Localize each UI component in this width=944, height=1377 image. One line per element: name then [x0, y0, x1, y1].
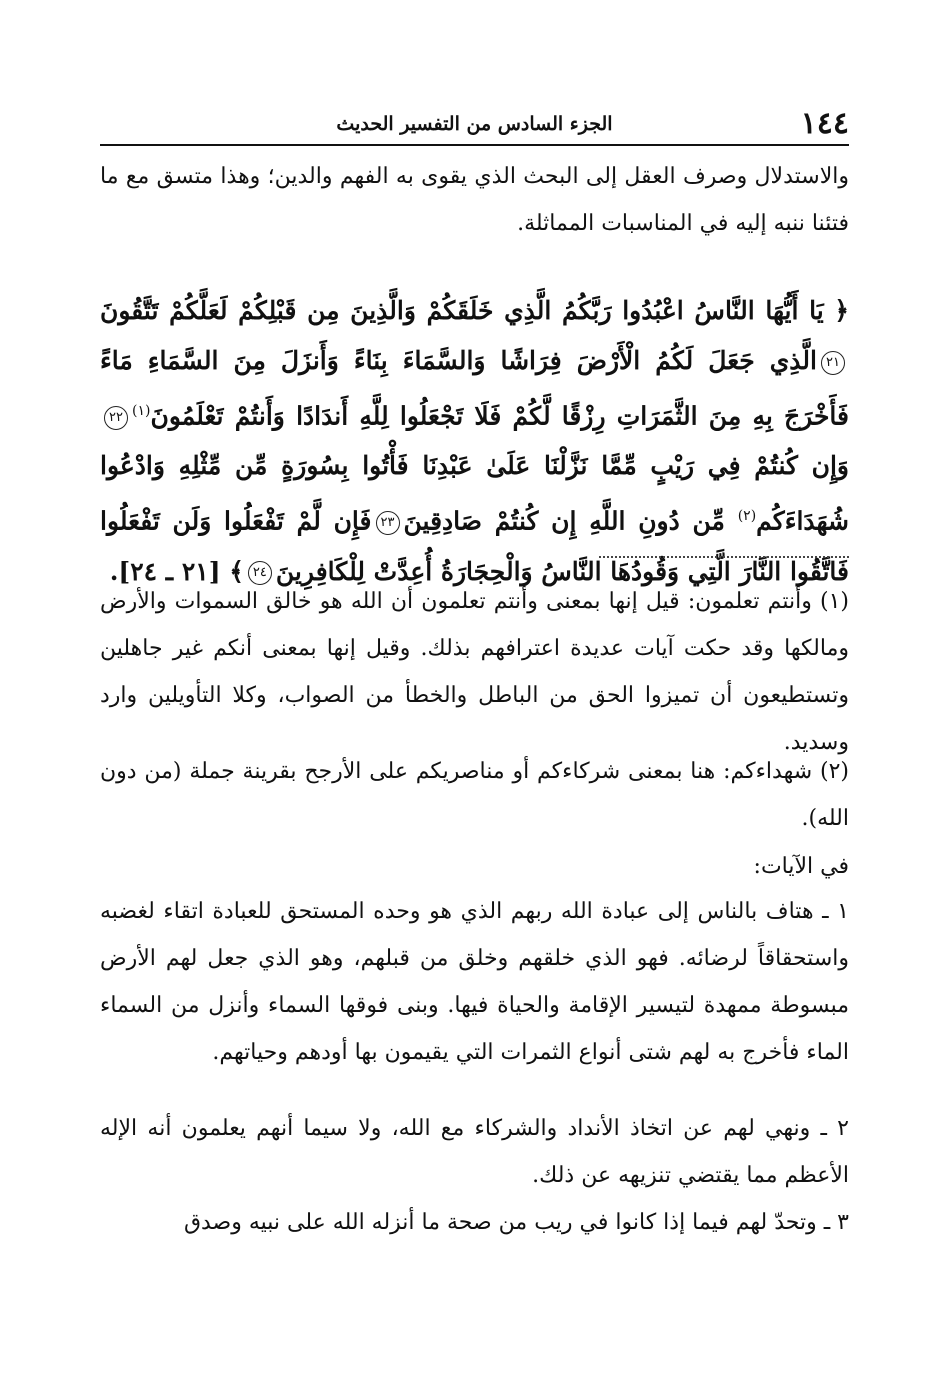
quran-verse: [100, 286, 849, 597]
section-heading: في الآيات:: [753, 854, 849, 879]
verse-segment: مِّن دُونِ اللَّهِ إِن كُنتُمْ صَادِقِينَ: [403, 506, 725, 536]
footnote-reference: (١): [132, 403, 151, 419]
ayah-number-marker: ٢١: [821, 351, 845, 375]
intro-paragraph: والاستدلال وصرف العقل إلى البحث الذي يقوى به الفهم والدين؛ وهذا متسق مع ما فتئنا ننبه إليه في المناسبات المماثلة.: [100, 164, 849, 236]
verse-segment: يَا أَيُّهَا النَّاسُ اعْبُدُوا رَبَّكُمُ الَّذِي خَلَقَكُمْ وَالَّذِينَ مِن قَبْلِكُمْ لَعَلَّكُمْ تَتَّقُونَ: [100, 296, 824, 325]
ayah-number-marker: ٢٢: [104, 406, 128, 430]
verse-segment: وَإِن كُنتُمْ فِي رَيْبٍ مِّمَّا نَزَّلْنَا عَلَىٰ عَبْدِنَا فَأْتُوا بِسُورَةٍ مِّن مِّثْلِهِ وَادْعُوا شُهَدَاءَكُم: [100, 451, 849, 536]
point-2: ٢ ـ ونهي لهم عن اتخاذ الأنداد والشركاء مع الله، ولا سيما أنهم يعلمون أنه الإله الأعظم مما يقتضي تنزيهه عن ذلك.: [100, 1116, 849, 1188]
verse-segment: الَّذِي جَعَلَ لَكُمُ الْأَرْضَ فِرَاشًا وَالسَّمَاءَ بِنَاءً وَأَنزَلَ مِنَ السَّمَاءِ مَاءً فَأَخْرَجَ بِهِ مِنَ الثَّمَرَاتِ رِزْقًا لَّكُمْ فَلَا تَجْعَلُوا لِلَّهِ أَندَادًا وَأَنتُمْ تَعْلَمُونَ: [100, 346, 849, 431]
point-3: ٣ ـ وتحدّ لهم فيما إذا كانوا في ريب من صحة ما أنزله الله على نبيه وصدق: [183, 1210, 849, 1235]
footnote-2: (٢) شهداءكم: هنا بمعنى شركاءكم أو مناصريكم على الأرجح بقرينة جملة (من دون الله).: [100, 759, 849, 831]
page-number: ١٤٤: [800, 106, 849, 141]
point-1: ١ ـ هتاف بالناس إلى عبادة الله ربهم الذي هو وحده المستحق للعبادة اتقاء لغضبه واستحقاقاً لرضائه. فهو الذي خلقهم وخلق من قبلهم، وهو الذي جعل لهم الأرض مبسوطة ممهدة لتيسير الإقامة والحياة فيها. وبنى فوقها السماء وأنزل من السماء الماء فأخرج به لهم شتى أنواع الثمرات التي يقيمون بها أودهم وحياتهم.: [100, 899, 849, 1065]
footnote-separator: [599, 556, 849, 558]
verse-open-bracket: ﴿: [834, 296, 849, 325]
ayah-number-marker: ٢٤: [248, 561, 272, 585]
running-title: الجزء السادس من التفسير الحديث: [336, 113, 613, 135]
verse-citation: [٢١ ـ ٢٤].: [109, 556, 221, 586]
ayah-number-marker: ٢٣: [376, 511, 400, 535]
page-header: [100, 104, 849, 146]
footnote-1: (١) وأنتم تعلمون: قيل إنها بمعنى وأنتم تعلمون أن الله هو خالق السموات والأرض ومالكها وقد حكت آيات عديدة اعترافهم بذلك. وقيل إنها بمعنى أنكم غير جاهلين وتستطيعون أن تميزوا الحق من الباطل والخطأ من الصواب، وكلا التأويلين وارد وسديد.: [100, 589, 849, 755]
verse-segment: فَإِن لَّمْ تَفْعَلُوا وَلَن تَفْعَلُوا فَاتَّقُوا النَّارَ الَّتِي وَقُودُهَا النَّاسُ وَالْحِجَارَةُ أُعِدَّتْ لِلْكَافِرِينَ: [100, 506, 849, 586]
footnote-reference: (٢): [737, 508, 757, 525]
verse-close-bracket: ﴾: [229, 556, 244, 586]
